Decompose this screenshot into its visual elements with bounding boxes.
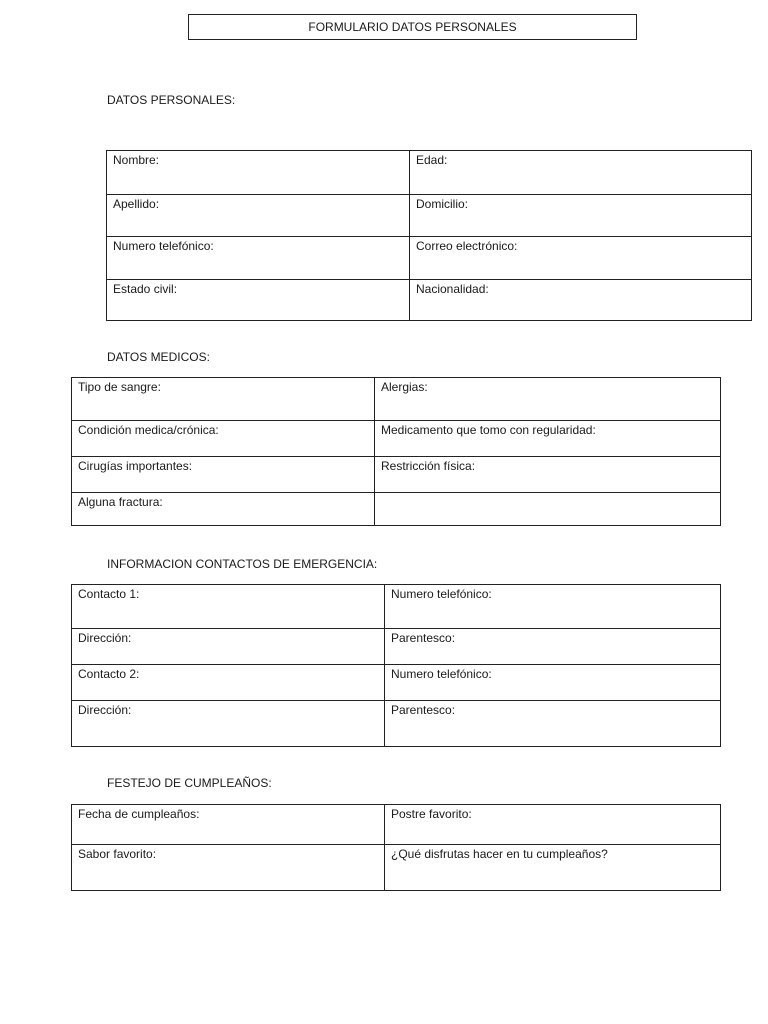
section-heading-birthday: FESTEJO DE CUMPLEAÑOS:: [107, 776, 272, 790]
field-surgeries[interactable]: Cirugías importantes:: [72, 457, 375, 493]
field-allergies[interactable]: Alergias:: [375, 378, 721, 421]
table-row: [72, 629, 721, 665]
section-heading-personal: DATOS PERSONALES:: [107, 93, 236, 107]
form-title-text: FORMULARIO DATOS PERSONALES: [308, 20, 517, 34]
field-favorite-dessert[interactable]: Postre favorito:: [385, 805, 721, 845]
field-name[interactable]: Nombre:: [107, 151, 410, 195]
field-age[interactable]: Edad:: [410, 151, 752, 195]
medical-data-table: [71, 377, 721, 526]
table-row: [107, 237, 752, 280]
form-title: [188, 14, 637, 40]
field-birthday-activity[interactable]: ¿Qué disfrutas hacer en tu cumpleaños?: [385, 845, 721, 891]
table-row: [107, 280, 752, 321]
field-contact-2-phone[interactable]: Numero telefónico:: [385, 665, 721, 701]
section-heading-emergency: INFORMACION CONTACTOS DE EMERGENCIA:: [107, 557, 378, 571]
field-empty[interactable]: [375, 493, 721, 526]
field-nationality[interactable]: Nacionalidad:: [410, 280, 752, 321]
birthday-table: [71, 804, 721, 891]
table-row: [72, 457, 721, 493]
table-row: [72, 585, 721, 629]
emergency-contacts-table: [71, 584, 721, 747]
field-medication[interactable]: Medicamento que tomo con regularidad:: [375, 421, 721, 457]
field-contact-2-address[interactable]: Dirección:: [72, 701, 385, 747]
table-row: [72, 493, 721, 526]
field-fracture[interactable]: Alguna fractura:: [72, 493, 375, 526]
field-contact-2[interactable]: Contacto 2:: [72, 665, 385, 701]
table-row: [72, 665, 721, 701]
field-contact-1-relationship[interactable]: Parentesco:: [385, 629, 721, 665]
personal-data-table: [106, 150, 752, 321]
field-surname[interactable]: Apellido:: [107, 195, 410, 237]
field-contact-1-address[interactable]: Dirección:: [72, 629, 385, 665]
field-birthday-date[interactable]: Fecha de cumpleaños:: [72, 805, 385, 845]
table-row: [72, 805, 721, 845]
table-row: [107, 195, 752, 237]
field-contact-2-relationship[interactable]: Parentesco:: [385, 701, 721, 747]
field-phone[interactable]: Numero telefónico:: [107, 237, 410, 280]
field-blood-type[interactable]: Tipo de sangre:: [72, 378, 375, 421]
field-medical-condition[interactable]: Condición medica/crónica:: [72, 421, 375, 457]
field-marital-status[interactable]: Estado civil:: [107, 280, 410, 321]
field-favorite-flavor[interactable]: Sabor favorito:: [72, 845, 385, 891]
field-email[interactable]: Correo electrónico:: [410, 237, 752, 280]
field-address[interactable]: Domicilio:: [410, 195, 752, 237]
field-physical-restriction[interactable]: Restricción física:: [375, 457, 721, 493]
field-contact-1[interactable]: Contacto 1:: [72, 585, 385, 629]
table-row: [72, 845, 721, 891]
table-row: [72, 701, 721, 747]
table-row: [107, 151, 752, 195]
table-row: [72, 378, 721, 421]
section-heading-medical: DATOS MEDICOS:: [107, 350, 210, 364]
field-contact-1-phone[interactable]: Numero telefónico:: [385, 585, 721, 629]
table-row: [72, 421, 721, 457]
